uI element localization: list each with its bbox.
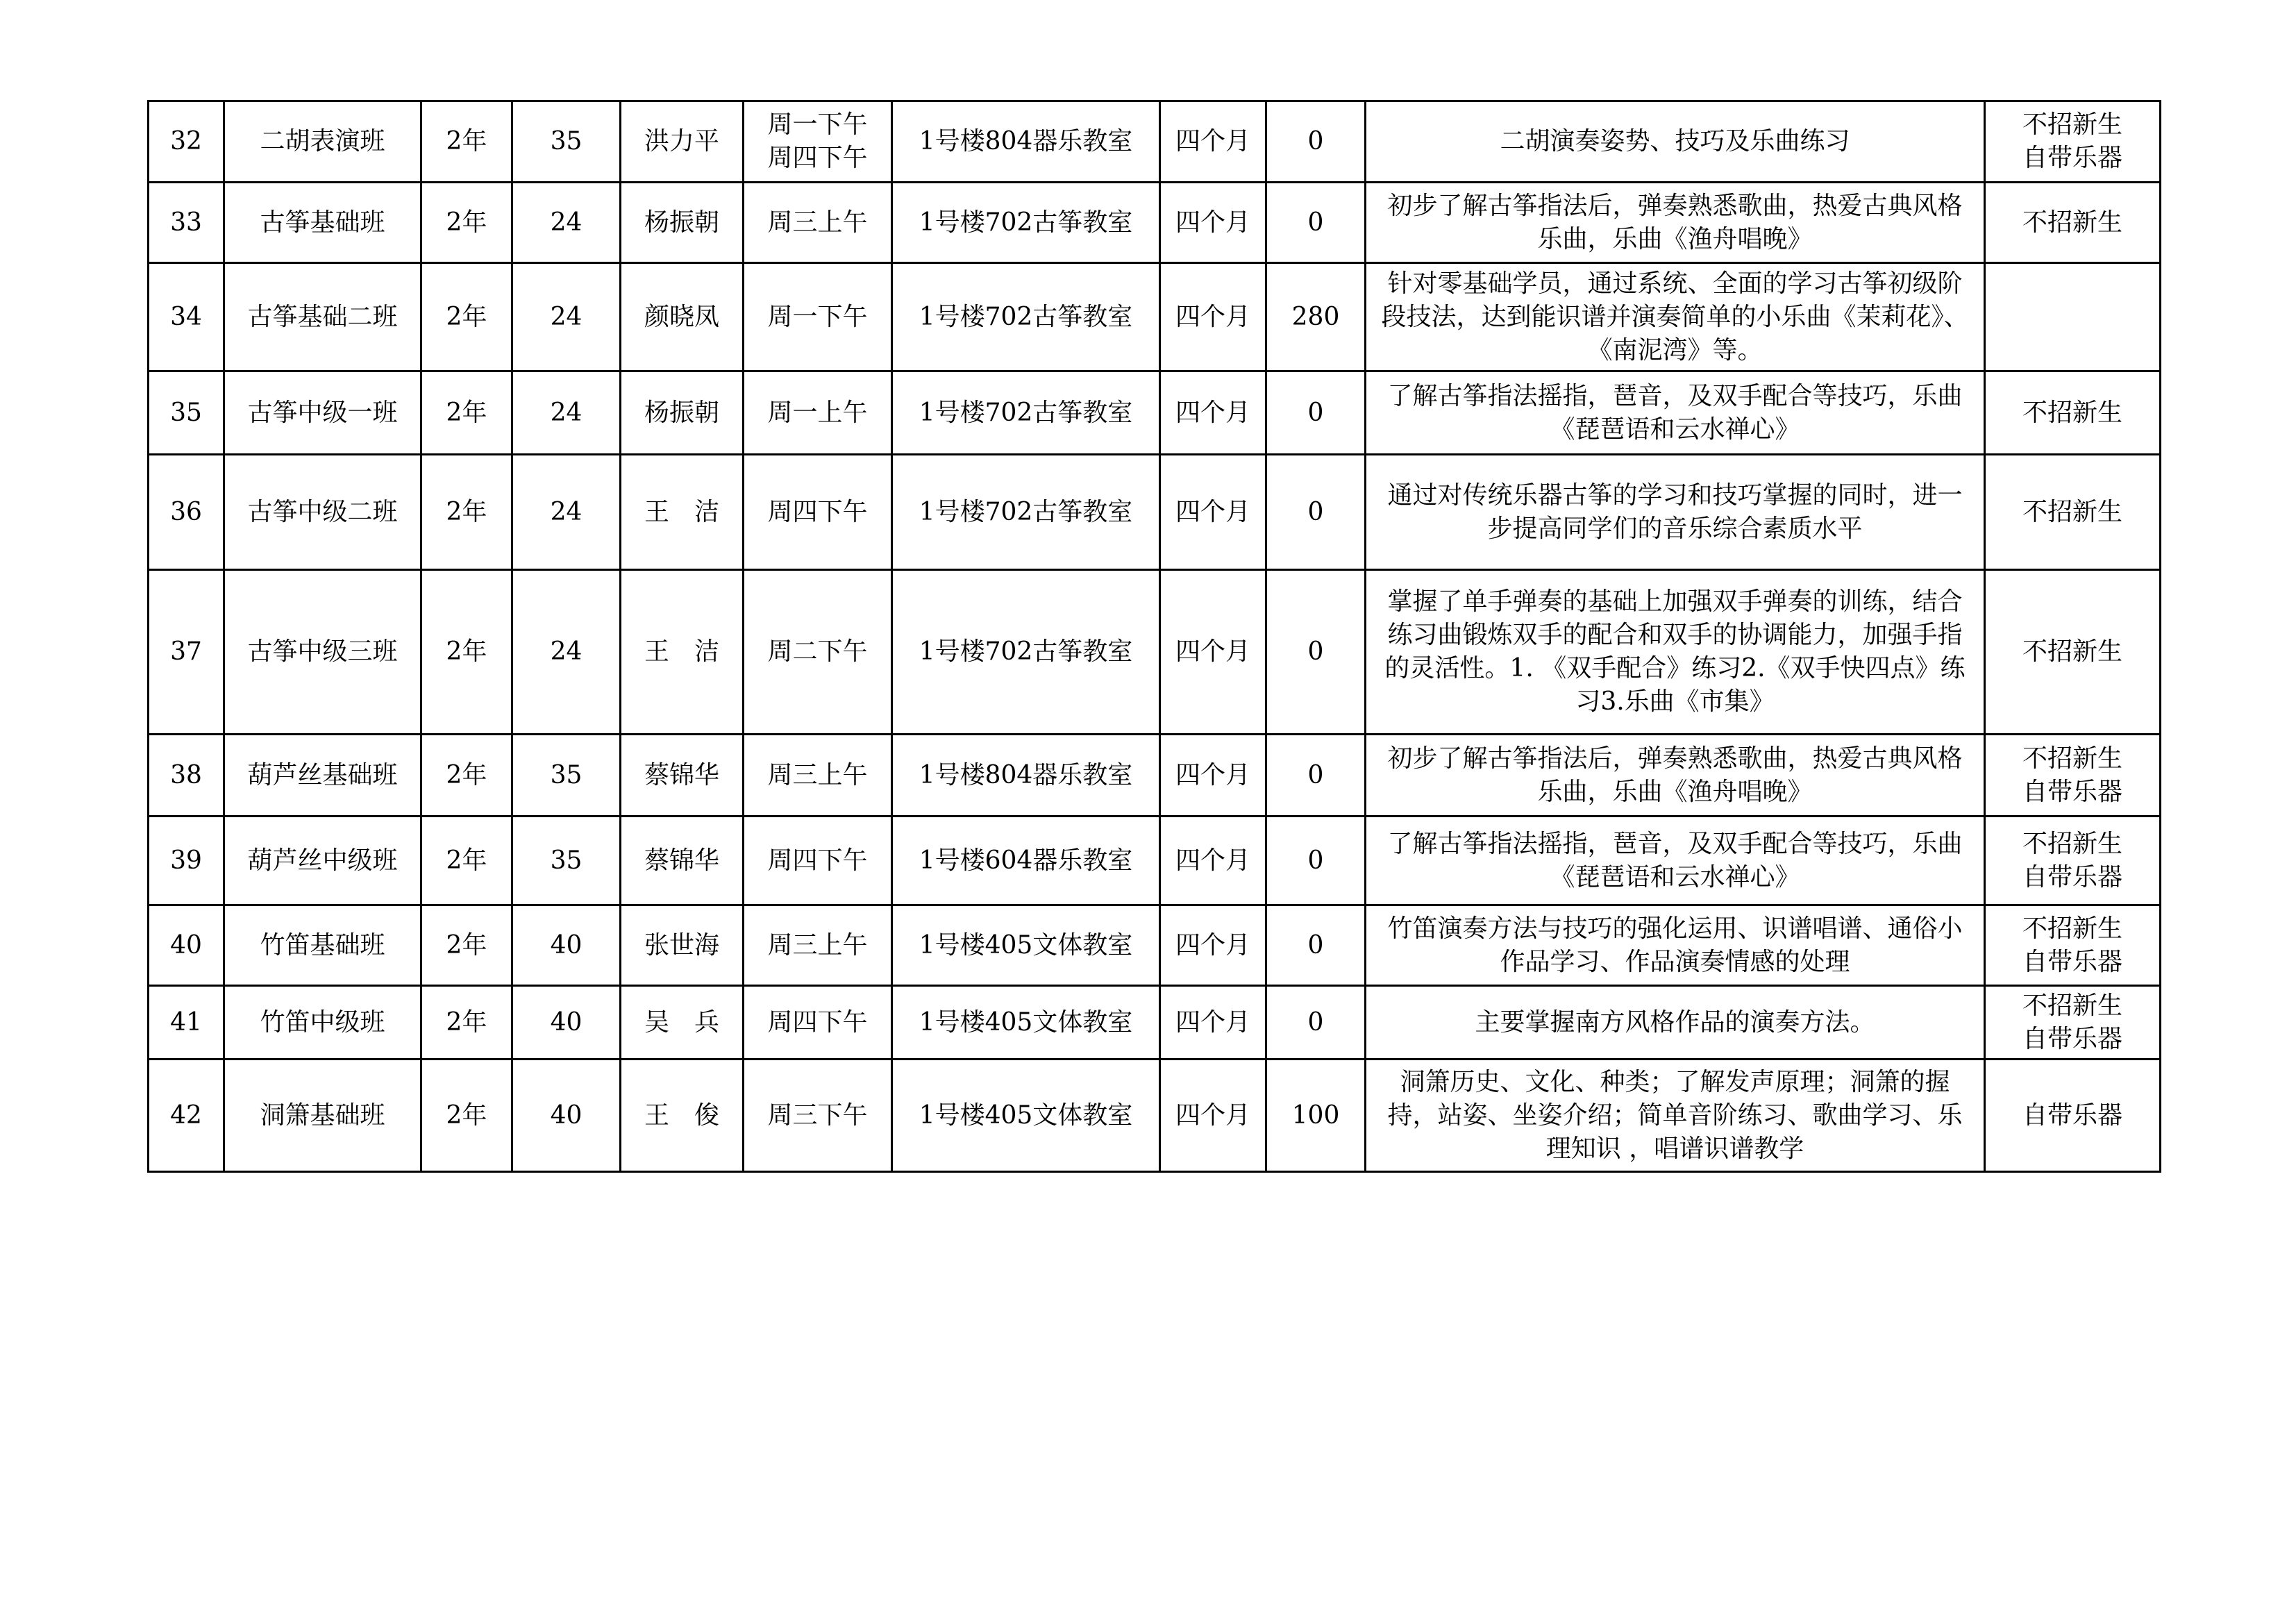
cell-capacity: 24: [512, 263, 621, 371]
cell-fee: 0: [1266, 986, 1366, 1060]
cell-room: 1号楼604器乐教室: [892, 817, 1160, 905]
cell-grade: 2年: [421, 183, 512, 263]
cell-number: 42: [149, 1060, 224, 1172]
cell-content: 初步了解古筝指法后，弹奏熟悉歌曲，热爱古典风格乐曲，乐曲《渔舟唱晚》: [1366, 735, 1985, 817]
cell-capacity: 24: [512, 183, 621, 263]
cell-duration: 四个月: [1160, 570, 1266, 735]
cell-teacher: 王 洁: [621, 570, 744, 735]
cell-note: 不招新生 自带乐器: [1985, 101, 2161, 183]
cell-class-name: 竹笛基础班: [224, 905, 421, 986]
cell-number: 37: [149, 570, 224, 735]
cell-time: 周三上午: [744, 183, 892, 263]
cell-duration: 四个月: [1160, 101, 1266, 183]
cell-room: 1号楼804器乐教室: [892, 735, 1160, 817]
cell-class-name: 古筝中级一班: [224, 371, 421, 455]
cell-teacher: 蔡锦华: [621, 735, 744, 817]
cell-room: 1号楼702古筝教室: [892, 263, 1160, 371]
cell-time: 周四下午: [744, 986, 892, 1060]
cell-number: 40: [149, 905, 224, 986]
cell-number: 38: [149, 735, 224, 817]
cell-grade: 2年: [421, 817, 512, 905]
cell-grade: 2年: [421, 101, 512, 183]
cell-time: 周一下午 周四下午: [744, 101, 892, 183]
cell-content: 竹笛演奏方法与技巧的强化运用、识谱唱谱、通俗小作品学习、作品演奏情感的处理: [1366, 905, 1985, 986]
cell-note: [1985, 263, 2161, 371]
cell-duration: 四个月: [1160, 263, 1266, 371]
cell-number: 36: [149, 455, 224, 570]
cell-note: 不招新生: [1985, 371, 2161, 455]
cell-note: 不招新生 自带乐器: [1985, 817, 2161, 905]
cell-grade: 2年: [421, 986, 512, 1060]
cell-class-name: 二胡表演班: [224, 101, 421, 183]
cell-fee: 0: [1266, 101, 1366, 183]
cell-teacher: 王 俊: [621, 1060, 744, 1172]
cell-capacity: 40: [512, 986, 621, 1060]
cell-content: 洞箫历史、文化、种类；了解发声原理；洞箫的握持，站姿、坐姿介绍；简单音阶练习、歌曲学习、乐理知识 ，唱谱识谱教学: [1366, 1060, 1985, 1172]
cell-teacher: 张世海: [621, 905, 744, 986]
cell-content: 主要掌握南方风格作品的演奏方法。: [1366, 986, 1985, 1060]
cell-note: 不招新生: [1985, 570, 2161, 735]
cell-room: 1号楼702古筝教室: [892, 455, 1160, 570]
cell-time: 周三下午: [744, 1060, 892, 1172]
table-row: [149, 263, 2161, 371]
cell-grade: 2年: [421, 735, 512, 817]
cell-note: 自带乐器: [1985, 1060, 2161, 1172]
cell-time: 周二下午: [744, 570, 892, 735]
cell-class-name: 古筝基础二班: [224, 263, 421, 371]
cell-teacher: 王 洁: [621, 455, 744, 570]
cell-duration: 四个月: [1160, 817, 1266, 905]
table-row: [149, 183, 2161, 263]
cell-time: 周三上午: [744, 905, 892, 986]
cell-number: 41: [149, 986, 224, 1060]
cell-note: 不招新生: [1985, 455, 2161, 570]
cell-teacher: 杨振朝: [621, 371, 744, 455]
cell-teacher: 洪力平: [621, 101, 744, 183]
cell-capacity: 35: [512, 101, 621, 183]
table-body: [149, 101, 2161, 1172]
cell-fee: 0: [1266, 455, 1366, 570]
cell-fee: 0: [1266, 905, 1366, 986]
cell-capacity: 40: [512, 1060, 621, 1172]
cell-number: 35: [149, 371, 224, 455]
cell-grade: 2年: [421, 905, 512, 986]
cell-capacity: 24: [512, 570, 621, 735]
cell-grade: 2年: [421, 263, 512, 371]
cell-fee: 280: [1266, 263, 1366, 371]
cell-time: 周一下午: [744, 263, 892, 371]
cell-time: 周四下午: [744, 817, 892, 905]
cell-class-name: 古筝基础班: [224, 183, 421, 263]
cell-number: 33: [149, 183, 224, 263]
cell-capacity: 24: [512, 455, 621, 570]
cell-class-name: 古筝中级三班: [224, 570, 421, 735]
cell-duration: 四个月: [1160, 905, 1266, 986]
cell-fee: 100: [1266, 1060, 1366, 1172]
table-row: [149, 905, 2161, 986]
cell-grade: 2年: [421, 570, 512, 735]
table-row: [149, 817, 2161, 905]
cell-class-name: 古筝中级二班: [224, 455, 421, 570]
cell-note: 不招新生 自带乐器: [1985, 905, 2161, 986]
cell-fee: 0: [1266, 183, 1366, 263]
course-table: [147, 100, 2161, 1173]
table-row: [149, 986, 2161, 1060]
cell-number: 34: [149, 263, 224, 371]
cell-capacity: 40: [512, 905, 621, 986]
cell-teacher: 蔡锦华: [621, 817, 744, 905]
cell-content: 掌握了单手弹奏的基础上加强双手弹奏的训练，结合练习曲锻炼双手的配合和双手的协调能力，加强手指的灵活性。1. 《双手配合》练习2.《双手快四点》练习3.乐曲《市集》: [1366, 570, 1985, 735]
cell-class-name: 葫芦丝基础班: [224, 735, 421, 817]
cell-teacher: 杨振朝: [621, 183, 744, 263]
table-row: [149, 371, 2161, 455]
cell-grade: 2年: [421, 1060, 512, 1172]
cell-content: 初步了解古筝指法后，弹奏熟悉歌曲，热爱古典风格乐曲，乐曲《渔舟唱晚》: [1366, 183, 1985, 263]
cell-duration: 四个月: [1160, 986, 1266, 1060]
cell-capacity: 24: [512, 371, 621, 455]
cell-fee: 0: [1266, 570, 1366, 735]
cell-room: 1号楼804器乐教室: [892, 101, 1160, 183]
cell-content: 针对零基础学员，通过系统、全面的学习古筝初级阶段技法，达到能识谱并演奏简单的小乐曲《茉莉花》、《南泥湾》等。: [1366, 263, 1985, 371]
cell-grade: 2年: [421, 455, 512, 570]
table-row: [149, 101, 2161, 183]
cell-duration: 四个月: [1160, 455, 1266, 570]
cell-fee: 0: [1266, 735, 1366, 817]
cell-note: 不招新生: [1985, 183, 2161, 263]
table-row: [149, 570, 2161, 735]
cell-duration: 四个月: [1160, 735, 1266, 817]
cell-grade: 2年: [421, 371, 512, 455]
cell-duration: 四个月: [1160, 371, 1266, 455]
cell-teacher: 吴 兵: [621, 986, 744, 1060]
cell-class-name: 洞箫基础班: [224, 1060, 421, 1172]
cell-note: 不招新生 自带乐器: [1985, 986, 2161, 1060]
cell-number: 39: [149, 817, 224, 905]
cell-room: 1号楼702古筝教室: [892, 570, 1160, 735]
cell-room: 1号楼702古筝教室: [892, 183, 1160, 263]
cell-fee: 0: [1266, 817, 1366, 905]
cell-duration: 四个月: [1160, 183, 1266, 263]
cell-capacity: 35: [512, 817, 621, 905]
cell-class-name: 竹笛中级班: [224, 986, 421, 1060]
cell-teacher: 颜晓凤: [621, 263, 744, 371]
cell-fee: 0: [1266, 371, 1366, 455]
cell-duration: 四个月: [1160, 1060, 1266, 1172]
cell-time: 周四下午: [744, 455, 892, 570]
table-row: [149, 735, 2161, 817]
cell-content: 了解古筝指法摇指，琶音，及双手配合等技巧，乐曲《琵琶语和云水禅心》: [1366, 817, 1985, 905]
cell-content: 了解古筝指法摇指，琶音，及双手配合等技巧，乐曲《琵琶语和云水禅心》: [1366, 371, 1985, 455]
cell-number: 32: [149, 101, 224, 183]
cell-time: 周一上午: [744, 371, 892, 455]
cell-room: 1号楼702古筝教室: [892, 371, 1160, 455]
cell-time: 周三上午: [744, 735, 892, 817]
cell-content: 二胡演奏姿势、技巧及乐曲练习: [1366, 101, 1985, 183]
cell-content: 通过对传统乐器古筝的学习和技巧掌握的同时，进一步提高同学们的音乐综合素质水平: [1366, 455, 1985, 570]
cell-class-name: 葫芦丝中级班: [224, 817, 421, 905]
cell-room: 1号楼405文体教室: [892, 1060, 1160, 1172]
cell-room: 1号楼405文体教室: [892, 986, 1160, 1060]
cell-capacity: 35: [512, 735, 621, 817]
cell-note: 不招新生 自带乐器: [1985, 735, 2161, 817]
table-row: [149, 455, 2161, 570]
cell-room: 1号楼405文体教室: [892, 905, 1160, 986]
table-row: [149, 1060, 2161, 1172]
